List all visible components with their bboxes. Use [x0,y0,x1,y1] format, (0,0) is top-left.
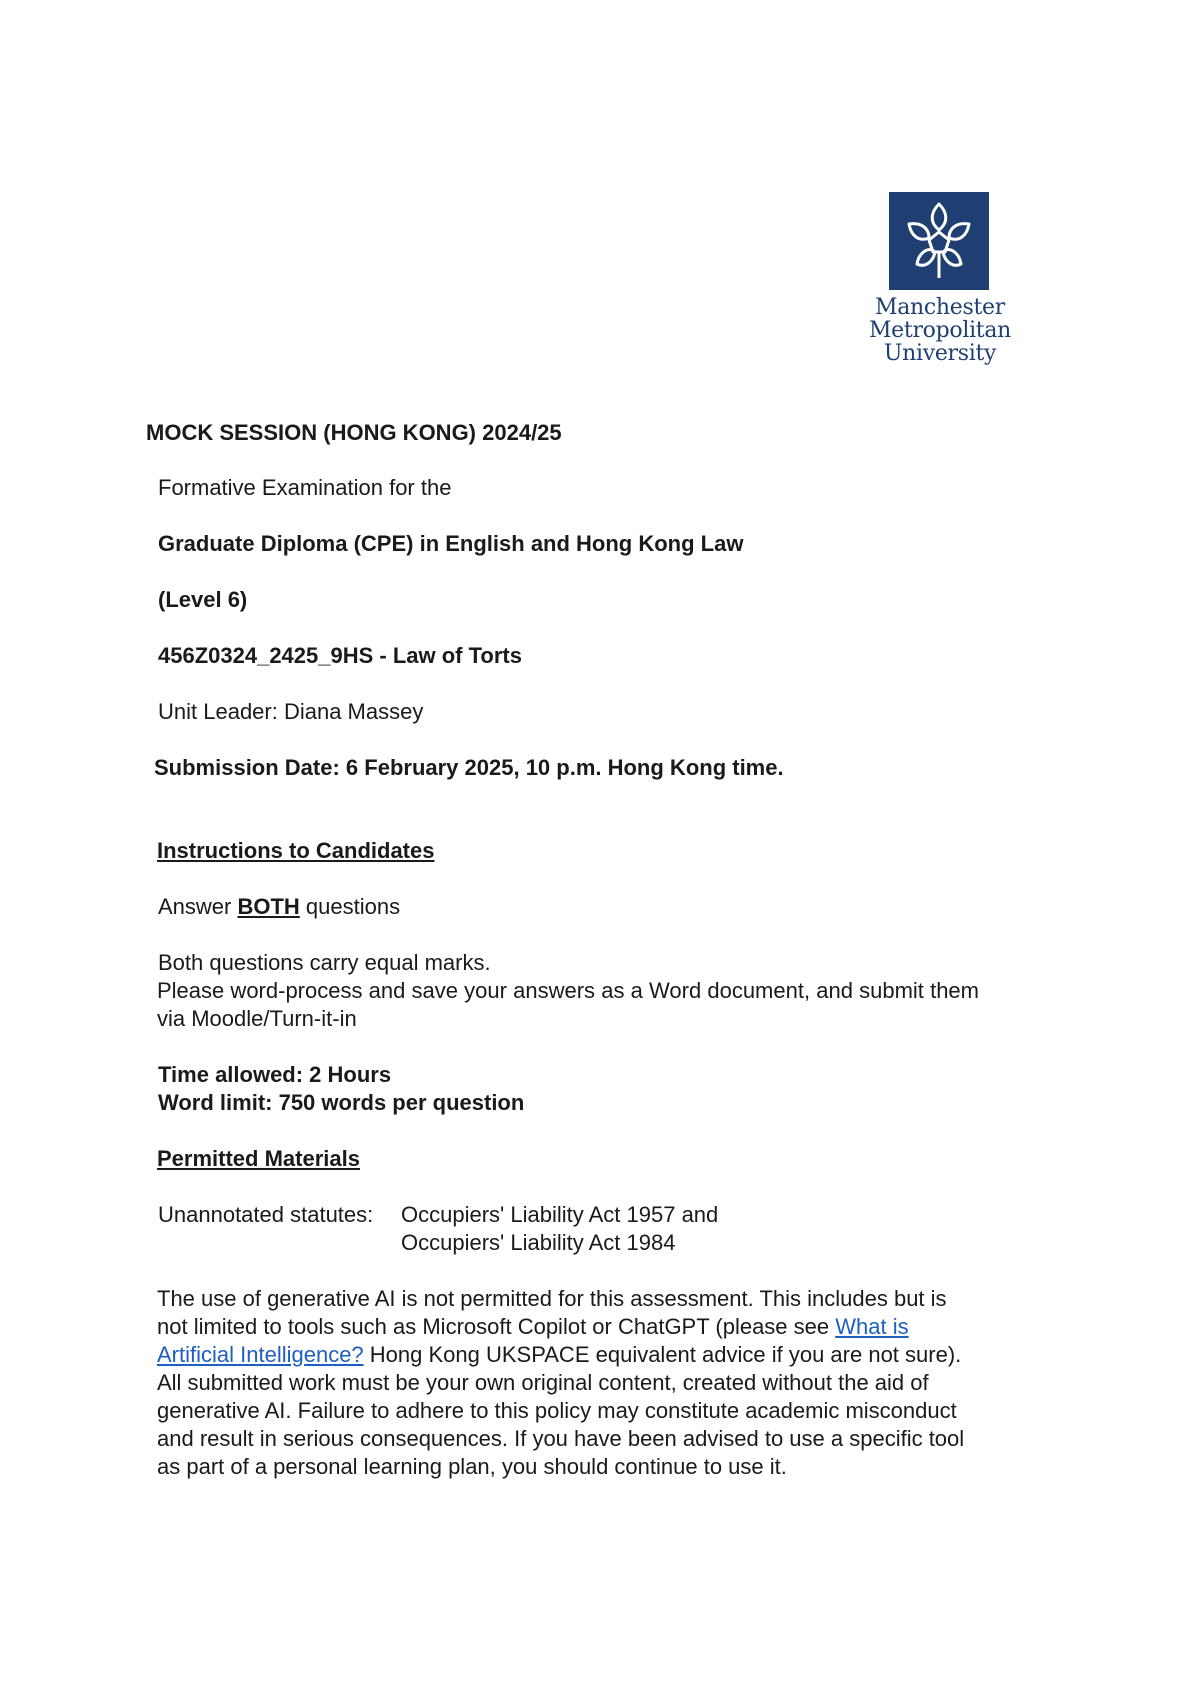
ai-policy-paragraph [157,1285,979,1481]
logo-line-metropolitan: Metropolitan [868,318,1012,343]
ai-policy-part1: The use of generative AI is not permitted for this assessment. This includes but is not limited to tools such as Microsoft Copilot or ChatGPT (please see [157,1286,947,1339]
answer-both-emphasis: BOTH [237,894,300,919]
time-allowed: Time allowed: 2 Hours [158,1062,392,1087]
statute-1957: Occupiers' Liability Act 1957 and [401,1202,719,1227]
answer-prefix: Answer [158,894,238,919]
answer-both-line [158,893,400,921]
university-logo-emblem [889,192,989,290]
level-line: (Level 6) [158,587,248,612]
logo-line-manchester: Manchester [875,295,1005,320]
instructions-heading: Instructions to Candidates [157,838,435,863]
statute-1984: Occupiers' Liability Act 1984 [401,1230,676,1255]
logo-line-university: University [883,341,997,366]
word-limit: Word limit: 750 words per question [158,1090,525,1115]
formative-line: Formative Examination for the [158,475,452,500]
permitted-materials-heading: Permitted Materials [157,1146,360,1171]
answer-suffix: questions [299,894,401,919]
programme-title: Graduate Diploma (CPE) in English and Hong Kong Law [158,531,744,556]
word-process-paragraph: Please word-process and save your answers as a Word document, and submit them via Moodle/Turn-it-in [157,978,979,1031]
module-code-title: 456Z0324_2425_9HS - Law of Torts [158,643,522,668]
session-title: MOCK SESSION (HONG KONG) 2024/25 [146,420,562,445]
university-logo-wordmark [850,296,1030,365]
equal-marks-line: Both questions carry equal marks. [158,950,491,975]
flower-emblem-icon [889,192,989,290]
ai-info-link[interactable]: What is Artificial Intelligence? [157,1314,909,1367]
statutes-label: Unannotated statutes: [158,1202,374,1227]
unit-leader: Unit Leader: Diana Massey [158,699,424,724]
ai-policy-part2: Hong Kong UKSPACE equivalent advice if you are not sure). All submitted work must be your own original content, created without the aid of generative AI. Failure to adhere to this policy may constitute academic misconduct and result in serious consequences. If you have been advised to use a specific tool as part of a personal learning plan, you should continue to use it. [157,1342,965,1479]
submission-date: Submission Date: 6 February 2025, 10 p.m. Hong Kong time. [154,755,784,780]
